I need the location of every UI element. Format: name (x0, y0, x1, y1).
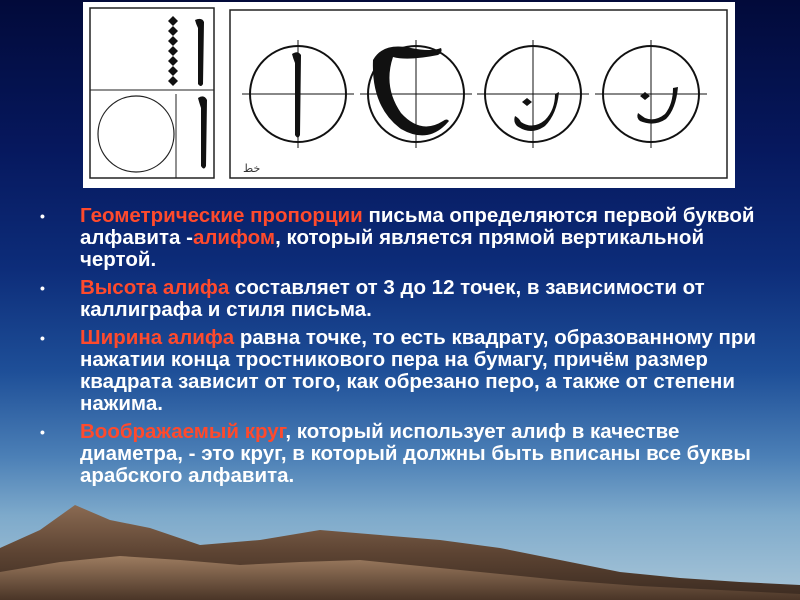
highlight-text: Воображаемый круг (80, 420, 286, 443)
body-text: равна точке, то есть квадрату, образованному при нажатии конца тростникового пера на бумагу, причём размер квадрата зависит от того, как обрезано перо, а также от степени нажима. (80, 326, 757, 415)
bullet-dot-icon: • (40, 280, 45, 296)
body-text: письма определяются первой буквой алфавита - (80, 204, 755, 249)
bullet-item (40, 205, 780, 271)
highlight-text: Геометрические пропорции (80, 204, 363, 227)
calligraphy-figure (83, 2, 735, 188)
bullet-list (40, 205, 780, 493)
highlight-text: Ширина алифа (80, 326, 235, 349)
bullet-dot-icon: • (40, 330, 45, 346)
bullet-item (40, 421, 780, 487)
body-text: составляет от 3 до 12 точек, в зависимости от каллиграфа и стиля письма. (80, 276, 705, 321)
bullet-item (40, 277, 780, 321)
highlight-text: Высота алифа (80, 276, 230, 299)
highlight-text: алифом (192, 226, 276, 249)
dot-column-icon (168, 16, 178, 86)
bullet-item (40, 327, 780, 415)
body-text: , который является прямой вертикальной чертой. (80, 226, 705, 271)
bullet-dot-icon: • (40, 208, 45, 224)
bullet-dot-icon: • (40, 424, 45, 440)
figure-caption: خط (243, 162, 261, 175)
body-text: , который использует алиф в качестве диаметра, - это круг, в который должны быть вписаны все буквы арабского алфавита. (80, 420, 751, 487)
